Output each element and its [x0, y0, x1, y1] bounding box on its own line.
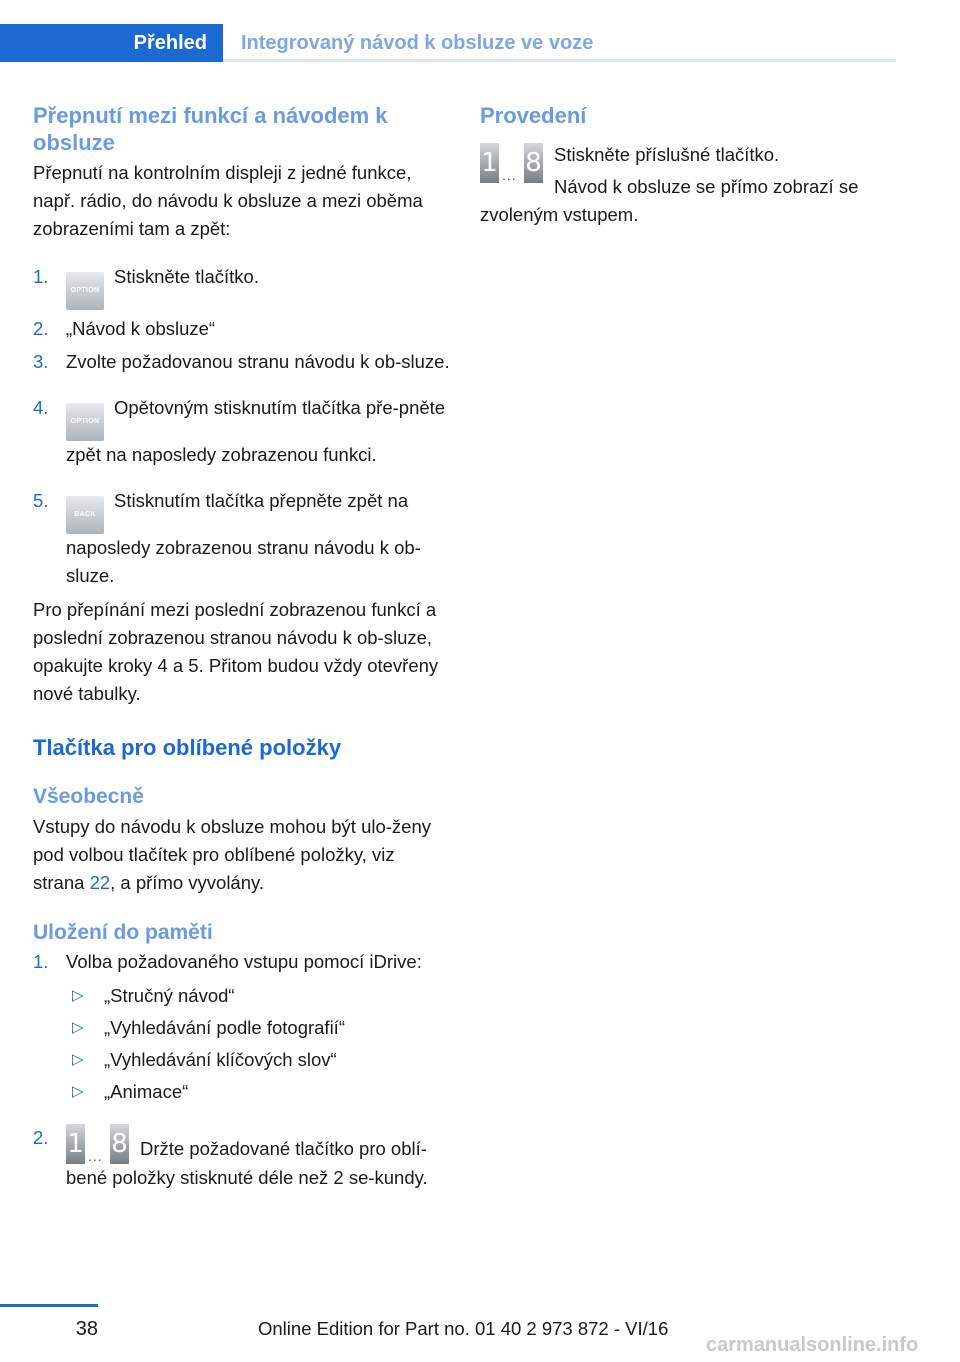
step-5 — [33, 487, 451, 590]
header-tab-overview[interactable]: Přehled — [0, 24, 223, 62]
switch-steps — [33, 263, 451, 590]
store-step-2 — [33, 1124, 451, 1192]
favorite-keys-icon — [480, 143, 544, 183]
intro-paragraph: Přepnutí na kontrolním displeji z jedné funkce, např. rádio, do návodu k obsluze a mezi oběma zobrazeními tam a zpět: — [33, 162, 423, 239]
step-number: 1. — [33, 266, 49, 287]
step-number: 2. — [33, 318, 49, 339]
list-item — [66, 1078, 451, 1106]
option-button-icon: OPTION — [66, 403, 104, 441]
key-1-icon: 1 — [480, 143, 499, 183]
store-step-1 — [33, 948, 451, 976]
key-8-icon: 8 — [524, 143, 543, 183]
ellipsis: ... — [88, 1148, 103, 1164]
store-options-list — [33, 982, 451, 1106]
page-link[interactable]: 22 — [89, 872, 111, 893]
step-number: 2. — [33, 1127, 49, 1148]
step-number: 4. — [33, 397, 49, 418]
left-column — [33, 102, 451, 1192]
step-3 — [33, 348, 451, 376]
right-column — [480, 102, 900, 229]
page-number: 38 — [75, 1318, 98, 1340]
header-section-title[interactable]: Integrovaný návod k obsluze ve voze — [241, 32, 594, 54]
heading-favorites: Tlačítka pro oblíbené položky — [33, 735, 342, 760]
list-item-text: „Stručný návod“ — [104, 985, 235, 1006]
back-button-icon: BACK — [66, 496, 104, 534]
triangle-bullet-icon: ▷ — [72, 1051, 84, 1068]
step-text: „Návod k obsluze“ — [66, 318, 216, 339]
execution-block — [480, 141, 900, 229]
header-rule — [223, 59, 896, 62]
step-1 — [33, 263, 451, 310]
triangle-bullet-icon: ▷ — [72, 1019, 84, 1036]
step-text: Držte požadované tlačítko pro oblí-bené položky stisknuté déle než 2 se-kundy. — [66, 1138, 428, 1188]
watermark: carmanualsonline.info — [706, 1334, 919, 1356]
key-8-icon: 8 — [110, 1124, 129, 1164]
list-item-text: „Vyhledávání klíčových slov“ — [104, 1049, 337, 1070]
key-1-icon: 1 — [66, 1124, 85, 1164]
list-item — [66, 1014, 451, 1042]
step-number: 1. — [33, 951, 49, 972]
list-item — [66, 982, 451, 1010]
general-text: Vstupy do návodu k obsluze mohou být ulo-ženy pod volbou tlačítek pro oblíbené položky, viz strana — [33, 816, 431, 893]
step-number: 5. — [33, 490, 49, 511]
general-text-end: , a přímo vyvolány. — [110, 872, 265, 893]
list-item-text: „Vyhledávání podle fotografií“ — [104, 1017, 345, 1038]
step-text: Zvolte požadovanou stranu návodu k ob-sluze. — [66, 351, 450, 372]
triangle-bullet-icon: ▷ — [72, 987, 84, 1004]
heading-general: Všeobecně — [33, 785, 144, 808]
execution-step-1: Stiskněte příslušné tlačítko. — [554, 144, 780, 165]
edition-text: Online Edition for Part no. 01 40 2 973 872 - VI/16 — [258, 1318, 669, 1339]
store-steps — [33, 948, 451, 1192]
heading-execution: Provedení — [480, 103, 587, 128]
list-item — [66, 1046, 451, 1074]
list-item-text: „Animace“ — [104, 1081, 189, 1102]
option-button-icon: OPTION — [66, 272, 104, 310]
step-text: Volba požadovaného vstupu pomocí iDrive: — [66, 951, 422, 972]
heading-store: Uložení do paměti — [33, 921, 213, 944]
step-4 — [33, 394, 451, 469]
execution-step-2: Návod k obsluze se přímo zobrazí se zvoleným vstupem. — [480, 176, 859, 225]
general-paragraph — [33, 813, 451, 897]
step-2 — [33, 315, 451, 343]
step-text: Stisknutím tlačítka přepněte zpět na naposledy zobrazenou stranu návodu k ob-sluze. — [66, 490, 421, 586]
step-number: 3. — [33, 351, 49, 372]
step-text: Stiskněte tlačítko. — [114, 266, 259, 287]
triangle-bullet-icon: ▷ — [72, 1083, 84, 1100]
repeat-paragraph: Pro přepínání mezi poslední zobrazenou funkcí a poslední zobrazenou stranou návodu k ob-sluze, opakujte kroky 4 a 5. Přitom budou vždy otevřeny nové tabulky. — [33, 599, 439, 704]
page-header — [0, 24, 896, 62]
ellipsis: ... — [502, 167, 517, 183]
step-text: Opětovným stisknutím tlačítka pře-pněte zpět na naposledy zobrazenou funkci. — [66, 397, 446, 465]
favorite-keys-icon — [66, 1124, 130, 1164]
footer-rule — [0, 1304, 98, 1307]
heading-switch: Přepnutí mezi funkcí a návodem k obsluze — [33, 103, 388, 155]
